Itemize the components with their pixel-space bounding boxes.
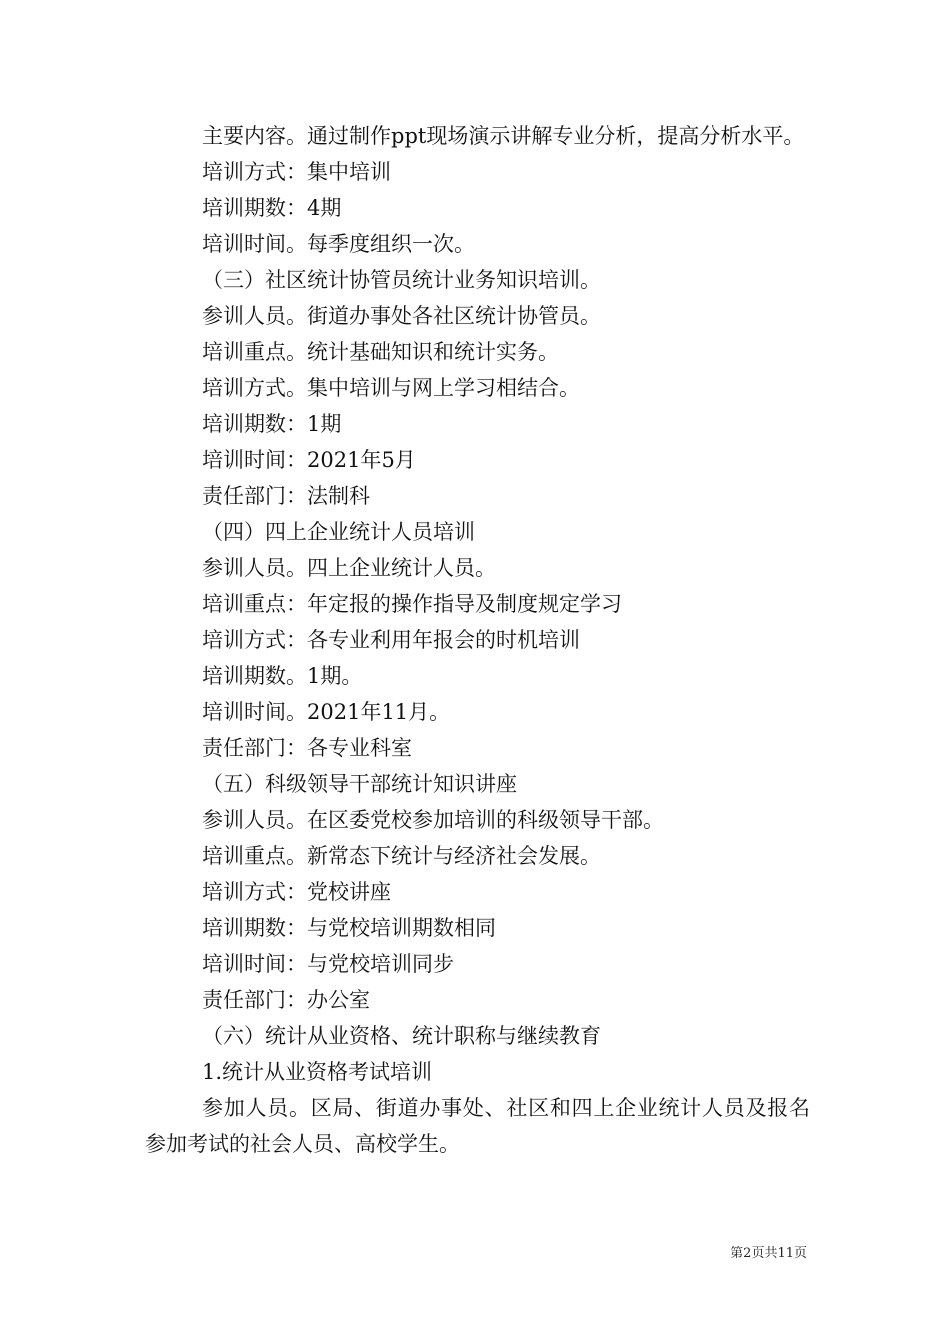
paragraph-main-content: 主要内容。通过制作ppt现场演示讲解专业分析，提高分析水平。	[202, 124, 805, 148]
paragraph-training-focus: 培训重点。统计基础知识和统计实务。	[202, 340, 559, 364]
paragraph-participants: 参训人员。街道办事处各社区统计协管员。	[202, 304, 601, 328]
paragraph-training-sessions: 培训期数：1期	[202, 412, 342, 436]
paragraph-training-time: 培训时间：2021年5月	[202, 448, 416, 472]
paragraph-training-sessions: 培训期数。1期。	[202, 664, 363, 688]
paragraph-training-time: 培训时间：与党校培训同步	[202, 952, 454, 976]
paragraph-training-focus: 培训重点：年定报的操作指导及制度规定学习	[202, 592, 622, 616]
paragraph-participants: 参训人员。四上企业统计人员。	[202, 556, 496, 580]
section-heading-3: （三）社区统计协管员统计业务知识培训。	[202, 268, 601, 292]
section-heading-6: （六）统计从业资格、统计职称与继续教育	[202, 1024, 601, 1048]
paragraph-participants: 参训人员。在区委党校参加培训的科级领导干部。	[202, 808, 664, 832]
paragraph-responsible-dept: 责任部门：各专业科室	[202, 736, 412, 760]
section-heading-5: （五）科级领导干部统计知识讲座	[202, 772, 517, 796]
paragraph-responsible-dept: 责任部门：法制科	[202, 484, 370, 508]
document-body	[145, 118, 810, 1162]
paragraph-training-method: 培训方式：各专业利用年报会的时机培训	[202, 628, 580, 652]
paragraph-training-time: 培训时间。2021年11月。	[202, 700, 451, 724]
paragraph-training-method: 培训方式。集中培训与网上学习相结合。	[202, 376, 580, 400]
subsection-heading: 1.统计从业资格考试培训	[202, 1060, 433, 1084]
paragraph-training-sessions: 培训期数：4期	[202, 196, 342, 220]
paragraph-responsible-dept: 责任部门：办公室	[202, 988, 370, 1012]
paragraph-training-time: 培训时间。每季度组织一次。	[202, 232, 475, 256]
paragraph-training-focus: 培训重点。新常态下统计与经济社会发展。	[202, 844, 601, 868]
paragraph-participants-long: 参加人员。区局、街道办事处、社区和四上企业统计人员及报名参加考试的社会人员、高校学生。	[145, 1096, 810, 1156]
paragraph-training-method: 培训方式：党校讲座	[202, 880, 391, 904]
paragraph-training-sessions: 培训期数：与党校培训期数相同	[202, 916, 496, 940]
page-number-footer: 第2页共11页	[730, 1246, 807, 1261]
paragraph-training-method: 培训方式：集中培训	[202, 160, 391, 184]
section-heading-4: （四）四上企业统计人员培训	[202, 520, 475, 544]
